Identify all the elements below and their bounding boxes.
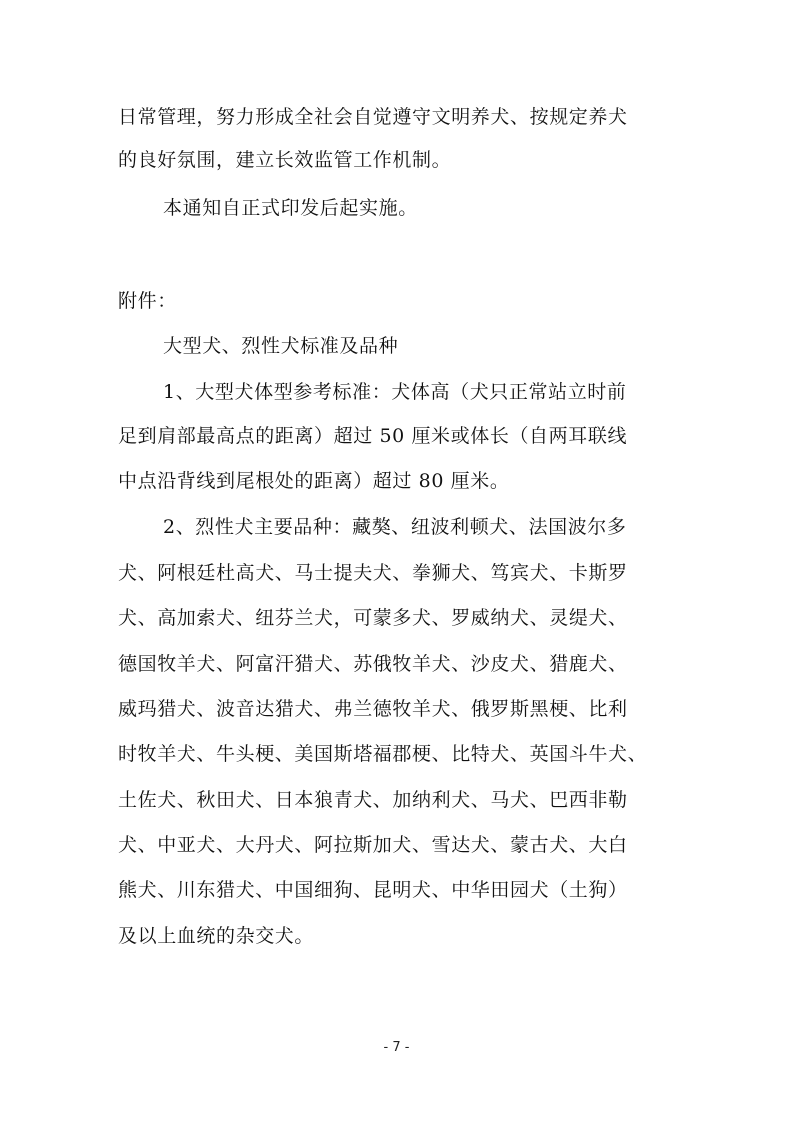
text-line-18: 及以上血统的杂交犬。 <box>118 925 315 947</box>
text-line-2: 的良好氛围，建立长效监管工作机制。 <box>118 149 452 171</box>
text-line-16: 犬、中亚犬、大丹犬、阿拉斯加犬、雪达犬、蒙古犬、大白 <box>118 834 628 856</box>
text-line-6: 1、大型犬体型参考标准：犬体高（犬只正常站立时前 <box>163 381 627 403</box>
attachment-title: 大型犬、烈性犬标准及品种 <box>163 335 399 357</box>
text-line-12: 德国牧羊犬、阿富汗猎犬、苏俄牧羊犬、沙皮犬、猎鹿犬、 <box>118 653 628 675</box>
text-line-9: 2、烈性犬主要品种：藏獒、纽波利顿犬、法国波尔多 <box>163 516 627 538</box>
text-line-17: 熊犬、川东猎犬、中国细狗、昆明犬、中华田园犬（土狗） <box>118 879 628 901</box>
text-line-13: 威玛猎犬、波音达猎犬、弗兰德牧羊犬、俄罗斯黑梗、比利 <box>118 698 628 720</box>
text-line-1: 日常管理，努力形成全社会自觉遵守文明养犬、按规定养犬 <box>118 106 628 128</box>
text-line-10: 犬、阿根廷杜高犬、马士提夫犬、拳狮犬、笃宾犬、卡斯罗 <box>118 562 628 584</box>
text-line-11: 犬、高加索犬、纽芬兰犬，可蒙多犬、罗威纳犬、灵缇犬、 <box>118 607 628 629</box>
text-line-15: 土佐犬、秋田犬、日本狼青犬、加纳利犬、马犬、巴西非勒 <box>118 789 628 811</box>
text-line-8: 中点沿背线到尾根处的距离）超过 80 厘米。 <box>118 470 510 492</box>
page-number: - 7 - <box>383 1040 410 1055</box>
text-line-7: 足到肩部最高点的距离）超过 50 厘米或体长（自两耳联线 <box>118 425 628 447</box>
attachment-label: 附件： <box>118 290 177 312</box>
text-line-3: 本通知自正式印发后起实施。 <box>163 197 418 219</box>
text-line-14: 时牧羊犬、牛头梗、美国斯塔福郡梗、比特犬、英国斗牛犬、 <box>118 743 648 765</box>
